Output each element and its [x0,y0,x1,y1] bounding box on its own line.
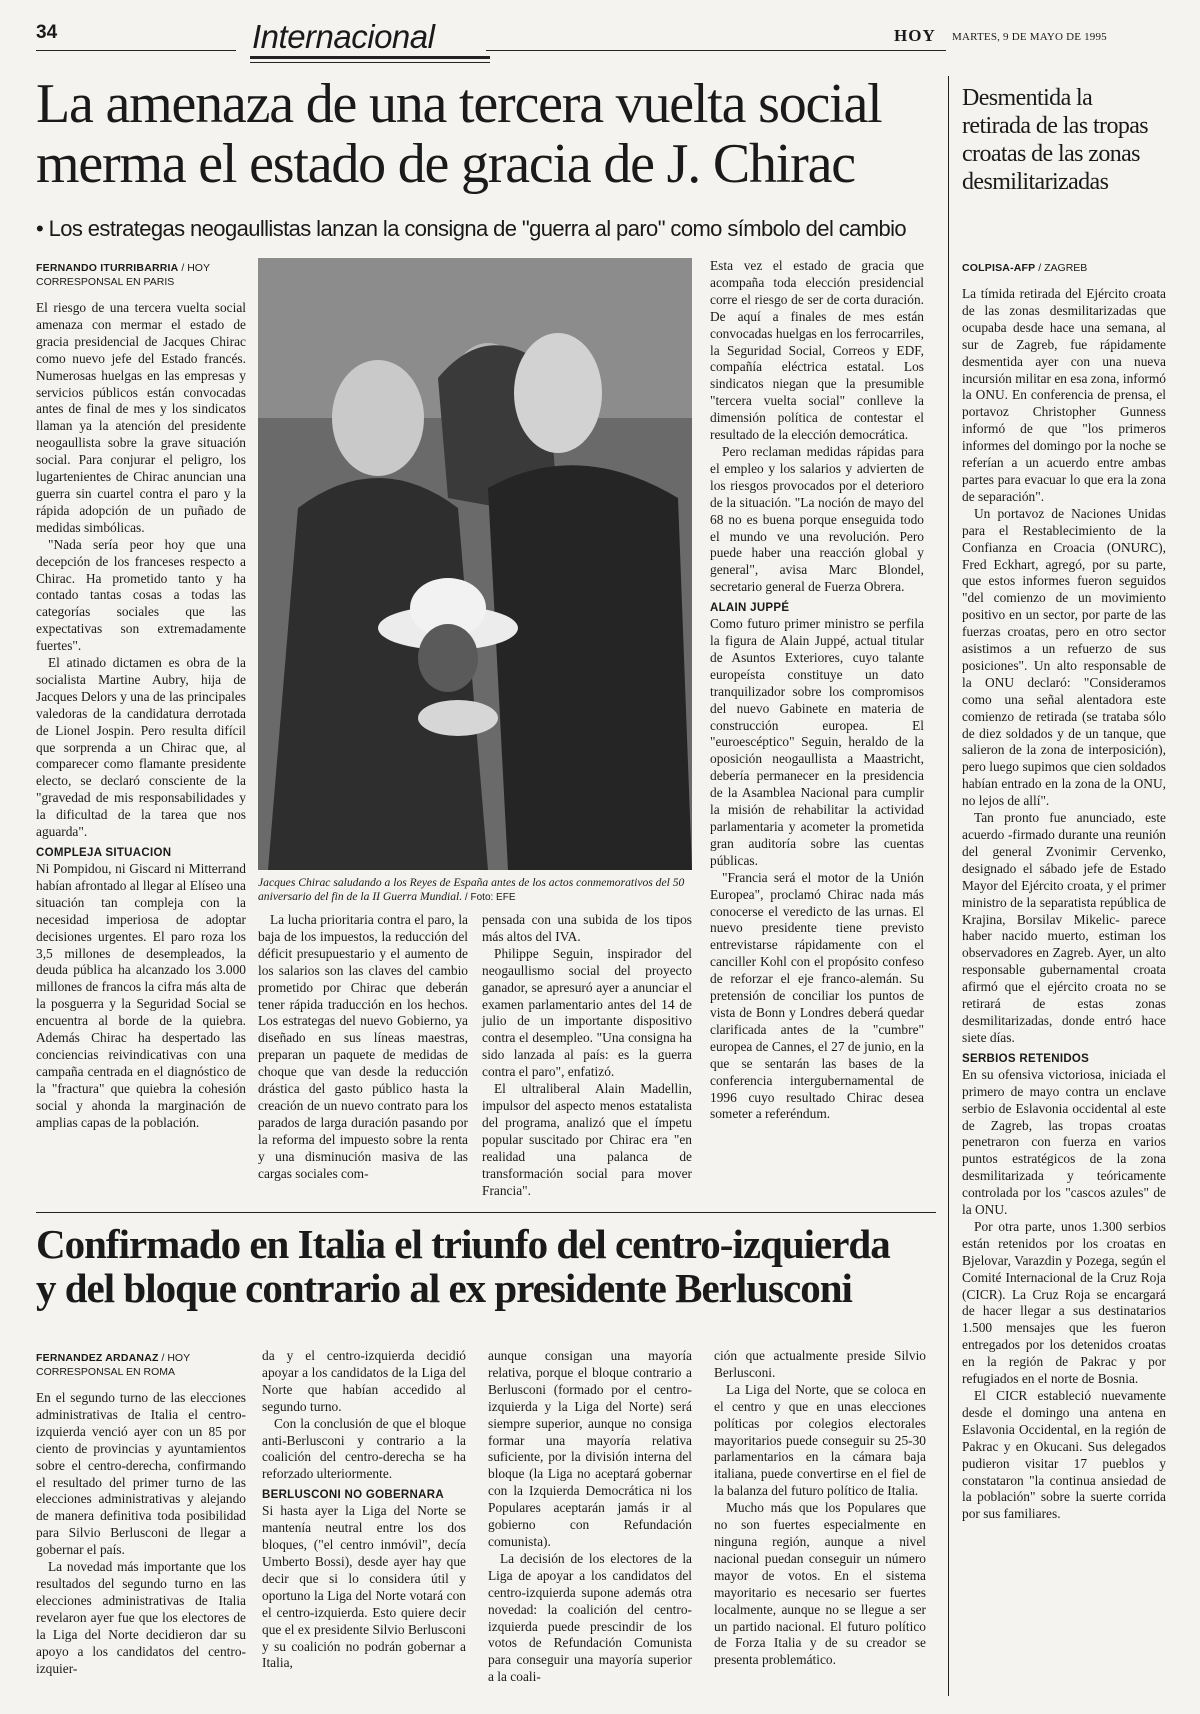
issue-date: MARTES, 9 DE MAYO DE 1995 [952,31,1107,43]
main-headline-line-2: merma el estado de gracia de J. Chirac [36,133,855,195]
paragraph: ción que actualmente preside Silvio Berlusconi. [714,1348,926,1380]
paragraph: aunque consigan una mayoría relativa, porque el bloque contrario a Berlusconi (formado por el centro-izquierda y la Liga del Norte) será siempre superior, aunque no consiga formar una mayoría relativa suficiente, por la división interna del bloque (la Liga no aceptará gobernar con la Izquierda Democrática ni los Populares aceptarán jamás ir al gobierno con Refundación comunista). [488,1348,692,1549]
photo-caption [258,876,692,905]
main-deck: • Los estrategas neogaullistas lanzan la consigna de "guerra al paro" como símbolo del cambio [36,216,907,241]
main-column-3 [482,912,692,1199]
main-column-2 [258,912,468,1183]
paragraph: Mucho más que los Populares que no son fuertes especialmente en ninguna región, aunque a nivel nacional puedan conseguir un número mayor de votos. En el sistema mayoritario es necesario ser fuertes localmente, aunque no se llegue a ser un partido nacional. El futuro político de Forza Italia y de su creador se presenta problemático. [714,1500,926,1668]
paragraph: La lucha prioritaria contra el paro, la baja de los impuestos, la reducción del déficit presupuestario y el aumento de los salarios son las claves del cambio prometido por Chirac que deberán tener rápida traducción en los hechos. Los estrategas del nuevo Gobierno, ya diseñado en sus líneas maestras, preparan un paquete de medidas de choque que van desde la reducción drástica del gasto público hasta la creación de un nuevo contrato para los parados de larga duración pasando por la reforma del impuesto sobre la renta y una disminución masiva de las cargas sociales com- [258,912,468,1181]
paragraph: En el segundo turno de las elecciones administrativas de Italia el centro-izquierda venció ayer con un 85 por ciento de provincias y ayuntamientos sobre el centro-derecha, confirmando el resultado del primer turno de las elecciones administrativas y alejando de manera definitiva toda posibilidad para Silvio Berlusconi de llegar a gobernar el país. [36,1390,246,1558]
photo-credit: / Foto: EFE [462,892,516,903]
side-column [962,286,1166,1523]
italy-column-1 [36,1390,246,1677]
italy-byline-role: CORRESPONSAL EN ROMA [36,1366,176,1378]
paragraph: La decisión de los electores de la Liga de apoyar a los candidatos del centro-izquierda supone además otra novedad: la coalición del centro-izquierda puede prescindir de los votos de Refundación Comunista para conseguir una mayoría superior a la coali- [488,1550,692,1685]
italy-headline-line-1: Confirmado en Italia el triunfo del centro-izquierda [36,1221,890,1267]
photo-caption-text: Jacques Chirac saludando a los Reyes de España antes de los actos conmemorativos del 50 aniversario del fin de la II Guerra Mundial. [258,876,685,903]
italy-column-4 [714,1348,926,1669]
paragraph: "Francia será el motor de la Unión Europea", proclamó Chirac nada más conocerse el veredicto de las urnas. El nuevo presidente tiene previsto entrevistarse rápidamente con el canciller Kohl con el propósito confeso de reforzar el eje franco-alemán. Su pretensión de conciliar los puntos de vista de Bonn y Londres deberá quedar clarificada antes de la "cumbre" europea de Cannes, el 27 de junio, en la que se sentarán las bases de la conferencia intergubernamental de 1996 cuyo resultado Chirac desea someter a referéndum. [710,869,924,1122]
italy-byline-org: / HOY [158,1352,191,1364]
paragraph: Esta vez el estado de gracia que acompaña toda elección presidencial corre el riesgo de ser de corta duración. De aquí a finales de mes están convocadas huelgas en los ferrocarriles, la Seguridad Social, Correos y EDF, compañía eléctrica estatal. Los sindicatos niegan que la presumible "tercera vuelta social" conlleve la dimensión política de contestar el resultado de la elección democrática. [710,258,924,443]
italy-column-3 [488,1348,692,1686]
paper-name: HOY [894,26,936,45]
paragraph: pensada con una subida de los tipos más altos del IVA. [482,912,692,944]
subhead-juppe: ALAIN JUPPÉ [710,602,790,615]
section-title: Internacional [252,18,435,55]
paragraph: Pero reclaman medidas rápidas para el empleo y los salarios y advierten de los riesgos provocados por el deterioro de la situación. "La noción de mayo del 68 no es buena porque enseguida todo el mundo ve una revolución. Pero puede haber una reacción global y general", avisa Marc Blondel, secretario general de Fuerza Obrera. [710,443,924,595]
photo-illustration [258,258,692,870]
paragraph: da y el centro-izquierda decidió apoyar a los candidatos de la Liga del Norte que habían accedido al segundo turno. [262,1348,466,1414]
italy-byline [36,1348,246,1378]
section-underline [250,56,490,59]
paragraph: En su ofensiva victoriosa, iniciada el primero de mayo contra un enclave serbio de Eslavonia occidental al este de Zagreb, las tropas croatas penetraron con fuerza en varios puntos estratégicos de la zona desmilitarizada y teóricamente controlada por los "cascos azules" de la ONU. [962,1066,1166,1218]
main-byline-role: CORRESPONSAL EN PARIS [36,276,175,288]
italy-headline [36,1222,948,1310]
italy-column-2 [262,1348,466,1672]
paragraph: El CICR estableció nuevamente desde el domingo una antena en Eslavonia Occidental, en la región de Pakrac y en Okucani. Sus delegados pudieron visitar 17 pueblos y constataron "la continua ansiedad de la población" sobre la suerte corrida por sus familiares. [962,1388,1166,1522]
subhead-compleja: COMPLEJA SITUACION [36,847,172,859]
main-byline-name: FERNANDO ITURRIBARRIA [36,262,179,274]
paragraph: La novedad más importante que los resultados del segundo turno en las elecciones administrativas de Italia revelaron ayer fue que los electores de la Liga del Norte decidieron dar su apoyo a los candidatos del centro-izquier- [36,1559,246,1676]
italy-byline-name: FERNANDEZ ARDANAZ [36,1352,159,1364]
paragraph: Como futuro primer ministro se perfila la figura de Alain Juppé, actual titular de Asuntos Exteriores, cuyo talante europeísta constituye un dato tranquilizador sobre los compromisos del nuevo Gabinete en materia de construcción europea. El "euroescéptico" Seguin, heraldo de la oposición neogaullista a Maastricht, debería permanecer en la presidencia de la Asamblea Nacional para cumplir la misión de rehabilitar la actividad parlamentaria y acometer la prometida gran auditoría sobre las cuentas públicas. [710,616,924,868]
side-byline-place: / ZAGREB [1035,262,1088,274]
news-photo [258,258,692,870]
paragraph: Por otra parte, unos 1.300 serbios están retenidos por los croatas en Bjelovar, Varazdin y Pozega, según el Comité Internacional de la Cruz Roja (CICR). La Cruz Roja se encargará de hacer llegar a sus destinatarios 1.500 mensajes que les fueron entregados por los detenidos croatas en la región de Pakrac y por refugiados en el norte de Bosnia. [962,1218,1166,1387]
main-column-4 [710,258,924,1123]
side-byline [962,258,1162,276]
main-byline [36,258,246,288]
paragraph: Philippe Seguin, inspirador del neogaullismo social del proyecto ganador, se apresuró ayer a anunciar el examen parlamentario antes del 14 de julio de un importante dispositivo contra el desempleo. "Una consigna ha sido lanzada al país: es la guerra contra el paro", enfatizó. [482,945,692,1080]
subhead-serbios: SERBIOS RETENIDOS [962,1052,1090,1065]
paragraph: Tan pronto fue anunciado, este acuerdo -firmado durante una reunión del general Zvonimir Cervenko, designado el sábado jefe de Estado Mayor del Ejército croata, y el primer ministro de la separatista república de Krajina, Borsilav Mikelic- parece haber nacido muerto, estiman los observadores en Zagreb. Ayer, un alto responsable gubernamental croata afirmó que el ejército croata no se retirará de estas zonas desmilitarizadas, donde entró hace siete días. [962,810,1166,1045]
italy-headline-line-2: y del bloque contrario al ex presidente Berlusconi [36,1265,852,1311]
paragraph: Ni Pompidou, ni Giscard ni Mitterrand habían afrontado al llegar al Elíseo una situación tan compleja con la necesidad imperiosa de adoptar decisiones urgentes. El paro roza los 3,5 millones de desempleados, la deuda pública ha alcanzado los 3.000 millones de francos la cifra más alta de la posguerra y la Seguridad Social se encuentra al borde de la quiebra. Además Chirac ha despertado las conciencias reivindicativas con una campaña centrada en el diagnóstico de la "fractura" que quiebra la cohesión social y ahonda la marginación de amplias capas de la población. [36,861,246,1130]
page-number: 34 [36,22,58,43]
paragraph: Un portavoz de Naciones Unidas para el Restablecimiento de la Confianza en Croacia (ONURC), Fred Eckhart, agregó, por su parte, que estos informes fueron seguidos "del comienzo de un movimiento positivo en un sector, por parte de las fuerzas croatas, pero en otro sector asistimos a un refuerzo de sus posiciones". Un alto responsable de la ONU declaró: "Consideramos como una señal alentadora este comienzo de retirada (se trataba sólo de diez soldados y de un tanque, que salieron de la zona de interposición), pero luego supimos que cien soldados habían entrado en la zona de la ONU, no lejos de allí". [962,505,1166,809]
main-byline-org: / HOY [178,262,210,274]
masthead-rule-left [36,50,236,51]
paragraph: La tímida retirada del Ejército croata de las zonas desmilitarizadas que ocupaba desde hace una semana, al sur de Zagreb, fue rápidamente desmentida ayer con una nueva incursión militar en esa zona, informó la ONU. En conferencia de prensa, el portavoz Christopher Gunness informó de que "los primeros informes del domingo por la noche se referían a un acuerdo entre ambas partes para evacuar lo que era la zona de separación". [962,286,1166,504]
italy-top-rule [36,1212,936,1213]
paragraph: Con la conclusión de que el bloque anti-Berlusconi y contrario a la coalición del centro-derecha se ha reforzado ulteriormente. [262,1415,466,1482]
main-headline [36,74,936,194]
main-column-1 [36,300,246,1132]
masthead-rule-right [486,50,946,51]
subhead-berlusconi: BERLUSCONI NO GOBERNARA [262,1489,444,1502]
paragraph: "Nada sería peor hoy que una decepción de los franceses respecto a Chirac. Ha prometido tanto y ha contado tantas cosas a todas las categorías sociales que las expectativas son extremadamente fuertes". [36,536,246,654]
paragraph: Si hasta ayer la Liga del Norte se mantenía neutral entre los dos bloques, ("el centro inmóvil", decía Umberto Bossi), desde ayer hay que decir que si lo considera útil y oportuno la Liga del Norte votará con el centro-izquierda. Esto quiere decir que el ex presidente Silvio Berlusconi y su coalición no podrán gobernar a Italia, [262,1503,466,1671]
paragraph: El riesgo de una tercera vuelta social amenaza con mermar el estado de gracia presidencial de Jacques Chirac como nuevo jefe del Estado francés. Numerosas huelgas en las empresas y servicios públicos están convocadas antes de final de mes y los sindicatos llaman ya la atención del presidente neogaullista sobre la grave situación social. Para conjurar el peligro, los lugartenientes de Chirac anuncian una guerra sin cuartel contra el paro y la rápida adopción de un puñado de medidas simbólicas. [36,300,246,535]
side-byline-name: COLPISA-AFP [962,262,1036,274]
paragraph: El atinado dictamen es obra de la socialista Martine Aubry, hija de Jacques Delors y una de las principales valedoras de la candidatura derrotada de Lionel Jospin. Pero resulta difícil que sorprenda a un Chirac que, al comparecer como flamante presidente electo, se declaró consciente de la "gravedad de mis responsabilidades y la dificultad de la tarea que nos aguarda". [36,655,246,840]
paragraph: La Liga del Norte, que se coloca en el centro y que en unas elecciones políticas por colegios electorales mayoritarios puede conseguir su 25-30 parlamentarios en la cámara baja italiana, puede convertirse en el fiel de la balanza del futuro político de Italia. [714,1381,926,1499]
section-underline-2 [250,62,490,63]
column-divider-right [948,76,949,1696]
side-headline: Desmentida la retirada de las tropas croatas de las zonas desmilitarizadas [962,85,1149,195]
main-headline-line-1: La amenaza de una tercera vuelta social [36,73,882,135]
paragraph: El ultraliberal Alain Madellin, impulsor del aspecto menos estatalista del programa, analizó que el ímpetu popular suscitado por Chirac era "en realidad una palanca de transformación social para mover Francia". [482,1081,692,1198]
